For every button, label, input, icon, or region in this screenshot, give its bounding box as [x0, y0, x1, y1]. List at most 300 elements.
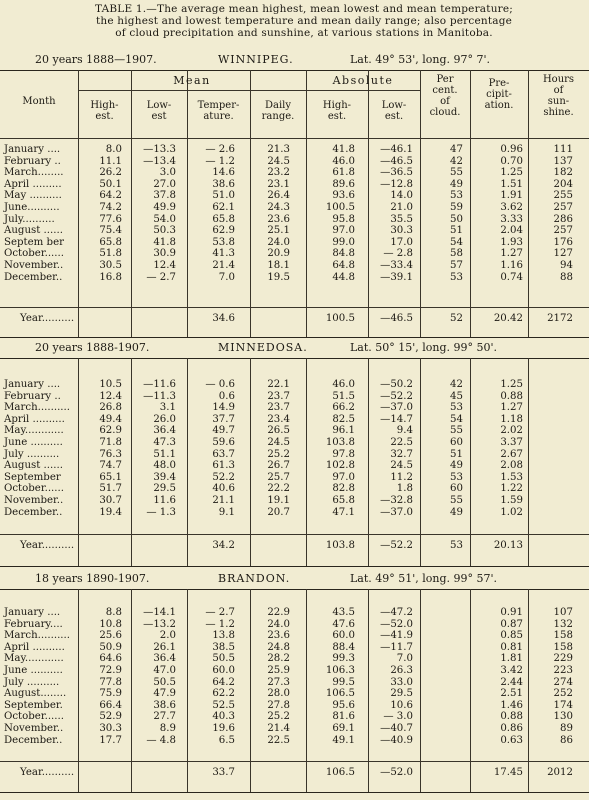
cell-ahi: 99.0 — [332, 236, 355, 248]
cell-month: February .. — [4, 155, 61, 167]
cell-alo: —14.7 — [380, 413, 413, 425]
table-row — [0, 711, 589, 722]
cell-temp: 37.7 — [212, 413, 235, 425]
cell-temp: 62.1 — [212, 202, 235, 213]
cell-hi: 8.0 — [105, 144, 122, 155]
cell-sun: 132 — [553, 618, 573, 630]
table-row — [0, 260, 589, 271]
cell-temp: 21.1 — [212, 495, 235, 506]
cell-lo: 36.4 — [153, 425, 176, 437]
cell-ahi: 103.8 — [325, 437, 355, 448]
cell-lo: 37.8 — [153, 190, 176, 202]
cell-alo: — 2.8 — [383, 248, 413, 260]
cell-alo: 26.3 — [390, 665, 413, 676]
cell-lo: 50.5 — [153, 676, 176, 688]
cell-alo: —37.0 — [380, 402, 413, 414]
year-temp: 33.7 — [212, 767, 235, 778]
table-row — [0, 179, 589, 190]
cell-range: 23.6 — [267, 630, 290, 642]
cell-hi: 19.4 — [99, 506, 122, 518]
cell-range: 18.1 — [267, 260, 290, 271]
cell-hi: 25.6 — [99, 630, 122, 642]
cell-hi: 51.8 — [99, 248, 122, 260]
cell-ahi: 43.5 — [332, 607, 355, 618]
cell-precip: 2.08 — [500, 460, 523, 472]
cell-lo: 47.0 — [153, 665, 176, 676]
cell-temp: 0.6 — [218, 390, 235, 402]
cell-lo: —11.3 — [143, 390, 176, 402]
year-label: Year.......... — [20, 313, 75, 324]
cell-sun: 176 — [553, 236, 573, 248]
cell-range: 27.3 — [267, 676, 290, 688]
header-abs-highest: High- est. — [322, 100, 352, 122]
cell-lo: 27.0 — [153, 178, 176, 190]
cell-ahi: 82.5 — [332, 413, 355, 425]
cell-range: 19.5 — [267, 271, 290, 283]
cell-precip: 1.27 — [500, 402, 523, 414]
cell-hi: 26.8 — [99, 402, 122, 414]
table-row — [0, 272, 589, 283]
cell-ahi: 82.8 — [332, 483, 355, 495]
cell-month: November.. — [4, 495, 64, 506]
cell-sun: 257 — [553, 225, 573, 237]
cell-temp: 62.2 — [212, 688, 235, 700]
cell-alo: 11.2 — [390, 471, 413, 483]
cell-hi: 26.2 — [99, 167, 122, 179]
cell-month: April .......... — [4, 413, 65, 425]
station-heading — [0, 52, 589, 68]
cell-hi: 52.9 — [99, 711, 122, 723]
header-group-rule — [78, 90, 306, 91]
cell-lo: —14.1 — [143, 607, 176, 618]
cell-ahi: 47.6 — [332, 618, 355, 630]
cell-precip: 3.42 — [500, 665, 523, 676]
cell-range: 22.9 — [267, 607, 290, 618]
cell-ahi: 106.5 — [325, 688, 355, 700]
cell-range: 24.8 — [267, 641, 290, 653]
cell-month: October...... — [4, 711, 65, 723]
cell-hi: 74.7 — [99, 460, 122, 472]
caption-line-2: the highest and lowest temperature and mean daily range; also percentage — [95, 15, 513, 27]
table-row — [0, 437, 589, 448]
cell-precip: 0.91 — [500, 607, 523, 618]
cell-cloud: 49 — [450, 460, 463, 472]
cell-precip: 0.81 — [500, 641, 523, 653]
cell-cloud: 59 — [450, 202, 463, 213]
cell-alo: 33.0 — [390, 676, 413, 688]
cell-sun: 137 — [553, 155, 573, 167]
cell-sun: 255 — [553, 190, 573, 202]
cell-cloud: 57 — [450, 260, 463, 271]
year-sun: 2012 — [547, 767, 573, 778]
cell-precip: 2.04 — [500, 225, 523, 237]
cell-month: November.. — [4, 723, 64, 734]
cell-temp: 52.5 — [212, 699, 235, 711]
header-bottom-rule — [0, 138, 589, 139]
cell-lo: 11.6 — [153, 495, 176, 506]
cell-temp: 38.5 — [212, 641, 235, 653]
table-row — [0, 214, 589, 225]
station-lat-long: Lat. 49° 51', long. 99° 57'. — [350, 572, 498, 585]
year-ahi: 100.5 — [325, 313, 355, 324]
cell-hi: 50.9 — [99, 641, 122, 653]
cell-range: 28.0 — [267, 688, 290, 700]
cell-cloud: 54 — [450, 236, 463, 248]
cell-hi: 62.9 — [99, 425, 122, 437]
table-row — [0, 225, 589, 236]
cell-cloud: 45 — [450, 390, 463, 402]
cell-hi: 72.9 — [99, 665, 122, 676]
cell-month: August........ — [4, 688, 67, 700]
cell-precip: 0.63 — [500, 734, 523, 746]
cell-sun: 204 — [553, 178, 573, 190]
cell-temp: — 1.2 — [205, 155, 235, 167]
table-row — [0, 507, 589, 518]
cell-cloud: 54 — [450, 413, 463, 425]
cell-alo: —50.2 — [380, 379, 413, 390]
cell-range: 26.4 — [267, 190, 290, 202]
cell-alo: —52.2 — [380, 390, 413, 402]
cell-cloud: 49 — [450, 506, 463, 518]
cell-hi: 16.8 — [99, 271, 122, 283]
cell-month: February.... — [4, 618, 63, 630]
cell-ahi: 106.3 — [325, 665, 355, 676]
cell-temp: 40.6 — [212, 483, 235, 495]
cell-ahi: 95.6 — [332, 699, 355, 711]
section-top-rule — [0, 70, 589, 71]
cell-hi: 51.7 — [99, 483, 122, 495]
cell-hi: 12.4 — [99, 390, 122, 402]
year-precip: 20.42 — [493, 313, 523, 324]
cell-temp: 41.3 — [212, 248, 235, 260]
cell-hi: 75.4 — [99, 225, 122, 237]
cell-hi: 71.8 — [99, 437, 122, 448]
table-row — [0, 607, 589, 618]
cell-range: 26.5 — [267, 425, 290, 437]
table-row — [0, 167, 589, 178]
station-name: BRANDON. — [218, 572, 291, 585]
table-row — [0, 677, 589, 688]
cell-range: 20.7 — [267, 506, 290, 518]
header-mean: Mean — [173, 74, 211, 87]
cell-range: 23.7 — [267, 402, 290, 414]
cell-sun: 274 — [553, 676, 573, 688]
cell-ahi: 41.8 — [332, 144, 355, 155]
cell-month: May .......... — [4, 190, 62, 202]
table-row — [0, 735, 589, 746]
cell-ahi: 49.1 — [332, 734, 355, 746]
cell-temp: 7.0 — [218, 271, 235, 283]
header-sunshine: Hours of sun- shine. — [542, 74, 575, 118]
table-row — [0, 449, 589, 460]
table-row — [0, 391, 589, 402]
cell-sun: 107 — [553, 607, 573, 618]
cell-cloud: 55 — [450, 425, 463, 437]
table-row — [0, 248, 589, 259]
cell-sun: 89 — [560, 723, 573, 734]
cell-lo: 51.1 — [153, 448, 176, 460]
cell-alo: 21.0 — [390, 202, 413, 213]
cell-cloud: 53 — [450, 271, 463, 283]
table-row — [0, 700, 589, 711]
cell-temp: 60.0 — [212, 665, 235, 676]
cell-month: June .......... — [4, 665, 63, 676]
cell-alo: —40.7 — [380, 723, 413, 734]
cell-month: July.......... — [4, 213, 55, 225]
cell-month: March........ — [4, 167, 64, 179]
cell-ahi: 93.6 — [332, 190, 355, 202]
section-bottom-rule — [0, 337, 589, 338]
year-alo: —52.0 — [380, 767, 413, 778]
cell-sun: 223 — [553, 665, 573, 676]
cell-month: April .......... — [4, 641, 65, 653]
cell-alo: 7.0 — [396, 653, 413, 665]
cell-hi: 65.8 — [99, 236, 122, 248]
year-separator — [0, 307, 589, 308]
section-bottom-rule — [0, 792, 589, 793]
cell-range: 25.2 — [267, 448, 290, 460]
cell-lo: 3.1 — [159, 402, 176, 414]
cell-precip: 3.62 — [500, 202, 523, 213]
table-row — [0, 202, 589, 213]
cell-ahi: 66.2 — [332, 402, 355, 414]
cell-month: September — [4, 471, 61, 483]
year-label: Year.......... — [20, 540, 75, 551]
table-row — [0, 402, 589, 413]
cell-lo: —13.3 — [143, 144, 176, 155]
table-row — [0, 414, 589, 425]
header-daily-range: Daily range. — [261, 100, 295, 122]
cell-cloud: 58 — [450, 248, 463, 260]
station-years: 20 years 1888—1907. — [35, 53, 157, 66]
caption-line-1: TABLE 1.—The average mean highest, mean lowest and mean temperature; — [94, 3, 514, 15]
cell-month: December.. — [4, 271, 63, 283]
cell-range: 23.6 — [267, 213, 290, 225]
table-row — [0, 630, 589, 641]
cell-ahi: 97.8 — [332, 448, 355, 460]
cell-lo: 48.0 — [153, 460, 176, 472]
cell-hi: 75.9 — [99, 688, 122, 700]
cell-ahi: 100.5 — [325, 202, 355, 213]
cell-alo: 9.4 — [396, 425, 413, 437]
cell-lo: 12.4 — [153, 260, 176, 271]
cell-alo: —32.8 — [380, 495, 413, 506]
cell-cloud: 60 — [450, 437, 463, 448]
cell-sun: 94 — [560, 260, 573, 271]
cell-lo: 29.5 — [153, 483, 176, 495]
cell-temp: — 2.7 — [205, 607, 235, 618]
cell-ahi: 60.0 — [332, 630, 355, 642]
cell-lo: 3.0 — [159, 167, 176, 179]
cell-alo: 35.5 — [390, 213, 413, 225]
cell-range: 27.8 — [267, 699, 290, 711]
cell-temp: 14.6 — [212, 167, 235, 179]
year-alo: —46.5 — [380, 313, 413, 324]
cell-lo: —11.6 — [143, 379, 176, 390]
cell-hi: 30.3 — [99, 723, 122, 734]
header-abs-lowest: Low- est. — [381, 100, 407, 122]
table-row — [0, 190, 589, 201]
cell-alo: —12.8 — [380, 178, 413, 190]
cell-month: May............ — [4, 425, 64, 437]
cell-cloud: 50 — [450, 213, 463, 225]
station-lat-long: Lat. 49° 53', long. 97° 7'. — [350, 53, 491, 66]
cell-range: 28.2 — [267, 653, 290, 665]
station-heading — [0, 571, 589, 587]
cell-month: Septem ber — [4, 236, 64, 248]
section-top-rule — [0, 589, 589, 590]
cell-alo: —37.0 — [380, 506, 413, 518]
cell-lo: 41.8 — [153, 236, 176, 248]
cell-range: 21.4 — [267, 723, 290, 734]
cell-range: 21.3 — [267, 144, 290, 155]
cell-precip: 0.96 — [500, 144, 523, 155]
cell-sun: 252 — [553, 688, 573, 700]
cell-month: June.......... — [4, 202, 60, 213]
cell-ahi: 46.0 — [332, 379, 355, 390]
cell-precip: 0.74 — [500, 271, 523, 283]
table-row — [0, 472, 589, 483]
cell-hi: 8.8 — [105, 607, 122, 618]
cell-sun: 257 — [553, 202, 573, 213]
cell-precip: 0.85 — [500, 630, 523, 642]
year-precip: 20.13 — [493, 540, 523, 551]
cell-precip: 1.59 — [500, 495, 523, 506]
cell-month: May............ — [4, 653, 64, 665]
cell-lo: — 1.3 — [146, 506, 176, 518]
cell-lo: 39.4 — [153, 471, 176, 483]
cell-ahi: 46.0 — [332, 155, 355, 167]
cell-cloud: 47 — [450, 144, 463, 155]
header-lowest: Low- est — [146, 100, 172, 122]
cell-lo: 36.4 — [153, 653, 176, 665]
cell-temp: 21.4 — [212, 260, 235, 271]
cell-precip: 0.70 — [500, 155, 523, 167]
cell-hi: 74.2 — [99, 202, 122, 213]
cell-cloud: 55 — [450, 167, 463, 179]
cell-precip: 3.33 — [500, 213, 523, 225]
cell-range: 22.2 — [267, 483, 290, 495]
cell-ahi: 65.8 — [332, 495, 355, 506]
year-temp: 34.6 — [212, 313, 235, 324]
cell-alo: —46.5 — [380, 155, 413, 167]
cell-hi: 17.7 — [99, 734, 122, 746]
header-temperature: Temper- ature. — [197, 100, 240, 122]
header-group-rule — [306, 90, 420, 91]
cell-precip: 1.81 — [500, 653, 523, 665]
cell-temp: 53.8 — [212, 236, 235, 248]
cell-temp: 61.3 — [212, 460, 235, 472]
cell-temp: 65.8 — [212, 213, 235, 225]
cell-hi: 49.4 — [99, 413, 122, 425]
cell-month: October...... — [4, 483, 65, 495]
cell-lo: — 2.7 — [146, 271, 176, 283]
cell-alo: 17.0 — [390, 236, 413, 248]
station-name: WINNIPEG. — [218, 53, 294, 66]
cell-temp: 6.5 — [218, 734, 235, 746]
cell-month: December.. — [4, 734, 63, 746]
year-summary-row — [0, 540, 589, 551]
cell-precip: 1.53 — [500, 471, 523, 483]
cell-alo: — 3.0 — [383, 711, 413, 723]
cell-sun: 86 — [560, 734, 573, 746]
table-caption — [30, 3, 578, 39]
cell-lo: 8.9 — [159, 723, 176, 734]
cell-temp: 64.2 — [212, 676, 235, 688]
year-precip: 17.45 — [493, 767, 523, 778]
table-row — [0, 460, 589, 471]
cell-hi: 65.1 — [99, 471, 122, 483]
cell-range: 23.2 — [267, 167, 290, 179]
cell-hi: 64.2 — [99, 190, 122, 202]
table-row — [0, 665, 589, 676]
year-cloud: 52 — [450, 313, 463, 324]
cell-range: 24.0 — [267, 236, 290, 248]
cell-range: 25.2 — [267, 711, 290, 723]
cell-temp: 59.6 — [212, 437, 235, 448]
cell-alo: —36.5 — [380, 167, 413, 179]
cell-alo: 30.3 — [390, 225, 413, 237]
cell-lo: 26.1 — [153, 641, 176, 653]
cell-precip: 1.16 — [500, 260, 523, 271]
cell-ahi: 88.4 — [332, 641, 355, 653]
cell-temp: 9.1 — [218, 506, 235, 518]
cell-alo: 14.0 — [390, 190, 413, 202]
year-sun: 2172 — [547, 313, 573, 324]
year-summary-row — [0, 313, 589, 324]
cell-cloud: 53 — [450, 190, 463, 202]
cell-precip: 1.25 — [500, 379, 523, 390]
table-row — [0, 642, 589, 653]
cell-range: 25.9 — [267, 665, 290, 676]
cell-cloud: 42 — [450, 155, 463, 167]
cell-alo: —11.7 — [380, 641, 413, 653]
station-lat-long: Lat. 50° 15', long. 99° 50'. — [350, 341, 498, 354]
cell-sun: 158 — [553, 641, 573, 653]
cell-hi: 76.3 — [99, 448, 122, 460]
cell-hi: 10.5 — [99, 379, 122, 390]
cell-sun: 158 — [553, 630, 573, 642]
cell-lo: 47.3 — [153, 437, 176, 448]
cell-range: 19.1 — [267, 495, 290, 506]
cell-lo: 54.0 — [153, 213, 176, 225]
cell-temp: 13.8 — [212, 630, 235, 642]
cell-month: August ...... — [4, 460, 63, 472]
cell-alo: —39.1 — [380, 271, 413, 283]
year-separator — [0, 761, 589, 762]
year-alo: —52.2 — [380, 540, 413, 551]
cell-temp: — 2.6 — [205, 144, 235, 155]
cell-range: 25.1 — [267, 225, 290, 237]
cell-alo: —40.9 — [380, 734, 413, 746]
cell-hi: 64.6 — [99, 653, 122, 665]
cell-temp: 38.6 — [212, 178, 235, 190]
cell-month: August ...... — [4, 225, 63, 237]
cell-cloud: 53 — [450, 402, 463, 414]
cell-cloud: 53 — [450, 471, 463, 483]
cell-sun: 182 — [553, 167, 573, 179]
cell-cloud: 60 — [450, 483, 463, 495]
cell-month: September. — [4, 699, 63, 711]
cell-sun: 229 — [553, 653, 573, 665]
cell-precip: 1.46 — [500, 699, 523, 711]
cell-month: January .... — [4, 144, 61, 155]
cell-ahi: 44.8 — [332, 271, 355, 283]
cell-precip: 1.18 — [500, 413, 523, 425]
cell-sun: 286 — [553, 213, 573, 225]
cell-range: 22.1 — [267, 379, 290, 390]
cell-temp: 62.9 — [212, 225, 235, 237]
